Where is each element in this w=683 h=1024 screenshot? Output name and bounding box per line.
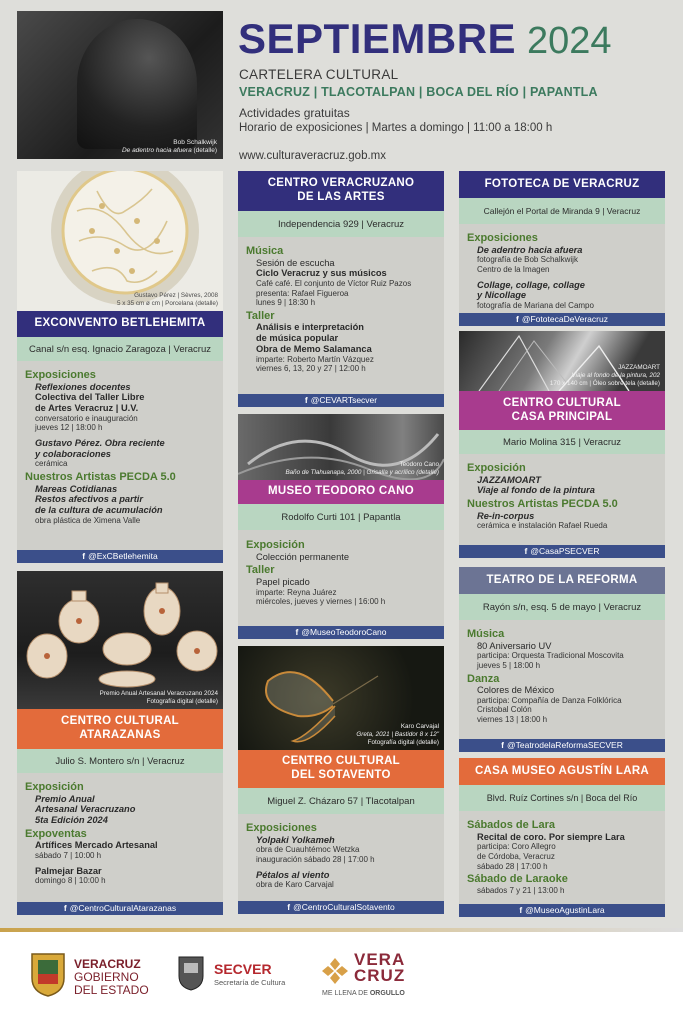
venue-fototeca [459,171,665,326]
caption-line: Greta, 2021 | Bastidor 8 x 12" [356,731,439,739]
venue-betlehemita [17,171,223,563]
caption-suffix: (detalle) [191,146,217,154]
event-title: Ciclo Veracruz y sus músicos [256,268,387,279]
caption-line: Fotografía digital (detalle) [146,698,218,706]
coat-of-arms-icon [28,950,68,998]
event-title: Reflexiones docentes [35,381,131,392]
section-heading: Exposiciones [246,822,317,834]
venue-agustinlara [459,758,665,917]
gob-line: DEL ESTADO [74,983,149,998]
sotavento-title [238,750,444,788]
event-title: Papel picado [256,576,310,587]
cevart-body [238,237,444,394]
betlehemita-body [17,361,223,550]
agustinlara-social[interactable] [459,904,665,917]
section-heading: Música [246,245,284,257]
event-detail: obra de Cuauhtémoc Wetzka [256,845,360,855]
section-heading: Exposiciones [25,369,96,381]
header-photo-caption [122,139,217,155]
atarazanas-social[interactable] [17,902,223,915]
event-detail: Café café. El conjunto de Víctor Ruiz Pazos [256,279,412,289]
fototeca-address: Callejón el Portal de Miranda 9 | Veracruz [459,198,665,224]
website-link[interactable]: www.culturaveracruz.gob.mx [239,150,386,162]
section-heading: Expoventas [25,827,87,840]
reforma-body [459,620,665,739]
section-heading: Danza [467,672,500,685]
social-handle: @ExCBetlehemita [88,551,158,561]
title-text: DEL SOTAVENTO [291,769,391,781]
betlehemita-title [17,311,223,337]
veracruz-tagline [322,990,405,998]
caption-author: Bob Schalkwijk [173,138,217,146]
free-activities: Actividades gratuitas [239,106,350,120]
social-handle: @CentroCulturalAtarazanas [69,903,177,913]
title-text: MUSEO TEODORO CANO [268,485,414,498]
event-title: Re-in-corpus [477,510,535,521]
betlehemita-address: Canal s/n esq. Ignacio Zaragoza | Veracruz [17,337,223,361]
reforma-title [459,567,665,594]
event-time: miércoles, jueves y viernes | 16:00 h [256,597,386,607]
event-detail: fotografía de Mariana del Campo [477,300,594,310]
sotavento-body [238,814,444,901]
event-title: Colores de México [477,685,554,696]
event-detail: fotografía de Bob Schalkwijk [477,255,578,265]
caption-line: Fotografía digital (detalle) [367,739,439,747]
facebook-icon: f [82,551,86,561]
fototeca-social[interactable] [459,313,665,326]
casaprincipal-caption [550,364,660,388]
footer-divider [0,928,683,932]
section-heading: Exposiciones [467,232,538,244]
casaprincipal-title [459,391,665,430]
facebook-icon: f [287,902,291,912]
reforma-social[interactable] [459,739,665,752]
brand-line: CRUZ [354,966,406,986]
cevart-address: Independencia 929 | Veracruz [238,211,444,237]
facebook-icon: f [63,903,67,913]
header-photo [17,11,223,159]
title-text: CENTRO CULTURAL [282,755,400,768]
teodoro-address: Rodolfo Curti 101 | Papantla [238,504,444,530]
event-detail: imparte: Reyna Juárez [256,587,337,597]
sotavento-social[interactable] [238,901,444,914]
event-detail: cerámica [35,459,68,469]
teodoro-caption [285,461,439,477]
event-title: Yolpaki Yolkameh [256,834,335,845]
atarazanas-body [17,773,223,902]
fototeca-title [459,171,665,198]
event-title: Viaje al fondo de la pintura [477,485,595,496]
venue-cevart [238,171,444,407]
social-handle: @TeatrodelaReformaSECVER [506,740,623,750]
event-title: Recital de coro. Por siempre Lara [477,831,625,842]
event-detail: cerámica e instalación Rafael Rueda [477,521,608,531]
event-detail: conversatorio e inauguración [35,413,138,423]
event-detail: obra de Karo Carvajal [256,880,334,890]
event-detail: imparte: Roberto Martín Vázquez [256,354,374,364]
year-title: 2024 [527,20,612,62]
event-detail: participa: Orquesta Tradicional Moscovita [477,651,624,661]
event-title: de música popular [256,333,339,344]
event-title: Sesión de escucha [256,257,335,268]
facebook-icon: f [524,546,528,556]
event-title: 80 Aniversario UV [477,640,552,651]
agustinlara-body [459,811,665,904]
section-heading: Taller [246,309,275,322]
title-text: EXCONVENTO BETLEHEMITA [34,317,206,330]
caption-title: De adentro hacia afuera [121,146,192,154]
event-title: Pétalos al viento [256,869,330,880]
event-title: de la cultura de acumulación [35,504,163,515]
venue-teodoro [238,414,444,639]
gob-line: VERACRUZ [74,957,141,971]
agustinlara-address: Blvd. Ruíz Cortines s/n | Boca del Río [459,785,665,811]
sotavento-image [238,646,444,750]
event-time: domingo 8 | 10:00 h [35,876,106,886]
title-text: CASA MUSEO AGUSTÍN LARA [474,764,650,777]
agustinlara-title [459,758,665,785]
title-text: TEATRO DE LA REFORMA [486,573,638,586]
section-heading: Taller [246,564,275,577]
event-time: lunes 9 | 18:30 h [256,298,316,308]
casaprincipal-address: Mario Molina 315 | Veracruz [459,430,665,454]
event-time: inauguración sábado 28 | 17:00 h [256,854,375,864]
caption-line: 170 x 140 cm | Óleo sobre tela (detalle) [549,380,660,388]
venue-atarazanas [17,571,223,915]
event-title: Restos afectivos a partir [35,494,143,505]
secver-subtitle: Secretaría de Cultura [214,978,286,987]
venue-sotavento [238,646,444,914]
event-title: de Artes Veracruz | U.V. [35,403,139,414]
section-heading: Música [467,628,505,640]
section-heading: Nuestros Artistas PECDA 5.0 [25,470,176,483]
facebook-icon: f [304,395,308,405]
month-title: SEPTIEMBRE [238,15,517,62]
teodoro-social[interactable] [238,626,444,639]
casaprincipal-image [459,331,665,391]
tagline-emphasis: ORGULLO [369,990,405,997]
event-time: sábado 28 | 17:00 h [477,861,548,871]
veracruz-pattern-icon [320,956,350,986]
footer [0,928,683,1024]
social-handle: @FototecaDeVeracruz [521,314,608,324]
tagline-text: ME LLENA DE [322,990,370,997]
facebook-icon: f [516,314,519,324]
event-title: y colaboraciones [35,448,111,459]
sotavento-caption [356,723,439,747]
event-title: Gustavo Pérez. Obra reciente [35,437,165,448]
sotavento-address: Miguel Z. Cházaro 57 | Tlacotalpan [238,788,444,814]
event-title: Obra de Memo Salamanca [256,343,372,354]
event-detail: Cristobal Colón [477,705,532,715]
betlehemita-image [17,171,223,311]
event-detail: de Córdoba, Veracruz [477,851,555,861]
event-title: Collage, collage, collage [477,279,585,290]
cevart-social[interactable] [238,394,444,407]
reforma-address: Rayón s/n, esq. 5 de mayo | Veracruz [459,594,665,620]
title-text: CENTRO CULTURAL [61,715,179,728]
caption-line: Premio Anual Artesanal Veracruzano 2024 [99,690,218,698]
clay-pottery-icon [17,571,223,709]
event-detail: obra plástica de Ximena Valle [35,515,141,525]
casaprincipal-body [459,454,665,545]
caption-line: Gustavo Pérez | Sèvres, 2008 [134,292,218,300]
event-title: Palmejar Bazar [35,865,102,876]
atarazanas-caption [100,690,218,706]
veracruz-brand-text [354,952,405,984]
teodoro-image [238,414,444,480]
event-title: 5ta Edición 2024 [35,815,108,826]
section-heading: Nuestros Artistas PECDA 5.0 [467,498,618,511]
section-heading: Exposición [467,462,526,474]
secver-logo-text: SECVER [214,961,272,977]
atarazanas-image [17,571,223,709]
venue-reforma [459,567,665,752]
caption-line: Teodoro Cano [399,461,439,469]
cities: VERACRUZ | TLACOTALPAN | BOCA DEL RÍO | PAPANTLA [239,85,598,99]
event-title: Artífices Mercado Artesanal [35,840,158,851]
social-handle: @CEVARTsecver [310,395,378,405]
event-detail: presenta: Rafael Figueroa [256,288,349,298]
caption-line: Viaje al fondo de la pintura, 202 [571,372,660,380]
atarazanas-address: Julio S. Montero s/n | Veracruz [17,749,223,773]
facebook-icon: f [501,740,504,750]
subtitle: CARTELERA CULTURAL [239,67,399,82]
gob-logo-text [74,958,149,998]
event-time: sábado 7 | 10:00 h [35,851,102,861]
exhibition-hours: Horario de exposiciones | Martes a domingo | 11:00 a 18:00 h [239,122,553,134]
caption-line: 5 x 35 cm ø cm | Porcelana (detalle) [116,300,218,308]
event-title: y Nicollage [477,290,527,301]
event-title: Análisis e interpretación [256,322,364,333]
gob-line: GOBIERNO [74,970,139,985]
event-title: Premio Anual [35,793,95,804]
event-detail: Centro de la Imagen [477,264,550,274]
caption-line: Baño de Tlahuanapa, 2000 | Grisalla y acrílico (detalle) [285,469,439,477]
event-title: De adentro hacia afuera [477,244,583,255]
caption-line: Karo Carvajal [400,723,439,731]
cevart-title [238,171,444,211]
facebook-icon: f [519,905,523,915]
fototeca-body [459,224,665,313]
brand-line: VERA [354,950,406,969]
title-text: CENTRO CULTURAL [503,396,621,409]
casaprincipal-social[interactable] [459,545,665,558]
title-text: CASA PRINCIPAL [511,410,613,423]
porcelain-plate-icon [17,171,223,311]
event-title: Mareas Cotidianas [35,483,118,494]
secver-emblem-icon [176,954,206,992]
social-handle: @MuseoAgustinLara [525,905,605,915]
event-title: Colectiva del Taller Libre [35,392,145,403]
teodoro-title [238,480,444,504]
event-title: Colección permanente [256,551,350,562]
event-title: Artesanal Veracruzano [35,804,136,815]
teodoro-body [238,530,444,626]
social-handle: @MuseoTeodoroCano [301,627,387,637]
event-time: jueves 5 | 18:00 h [477,660,541,670]
event-time: viernes 13 | 18:00 h [477,715,548,725]
event-time: jueves 12 | 18:00 h [35,423,103,433]
section-heading: Exposición [25,781,84,793]
event-time: sábados 7 y 21 | 13:00 h [477,885,565,895]
event-title: JAZZAMOART [477,474,541,485]
section-heading: Sábados de Lara [467,819,556,831]
title-text: FOTOTECA DE VERACRUZ [484,177,640,190]
betlehemita-social[interactable] [17,550,223,563]
section-heading: Exposición [246,539,305,551]
social-handle: @CasaPSECVER [530,546,600,556]
event-detail: participa: Compañía de Danza Folklórica [477,695,622,705]
title-text: ATARAZANAS [79,729,161,741]
atarazanas-title [17,709,223,749]
caption-line: JAZZAMOART [618,364,660,372]
event-detail: participa: Coro Allegro [477,842,556,852]
title-text: DE LAS ARTES [297,191,385,203]
title-text: CENTRO VERACRUZANO [267,177,415,190]
photographer-figure [77,19,197,149]
venue-casaprincipal [459,331,665,558]
betlehemita-caption [117,292,218,308]
social-handle: @CentroCulturalSotavento [293,902,395,912]
section-heading: Sábado de Laraoke [467,873,568,886]
facebook-icon: f [295,627,299,637]
event-time: viernes 6, 13, 20 y 27 | 12:00 h [256,364,366,374]
